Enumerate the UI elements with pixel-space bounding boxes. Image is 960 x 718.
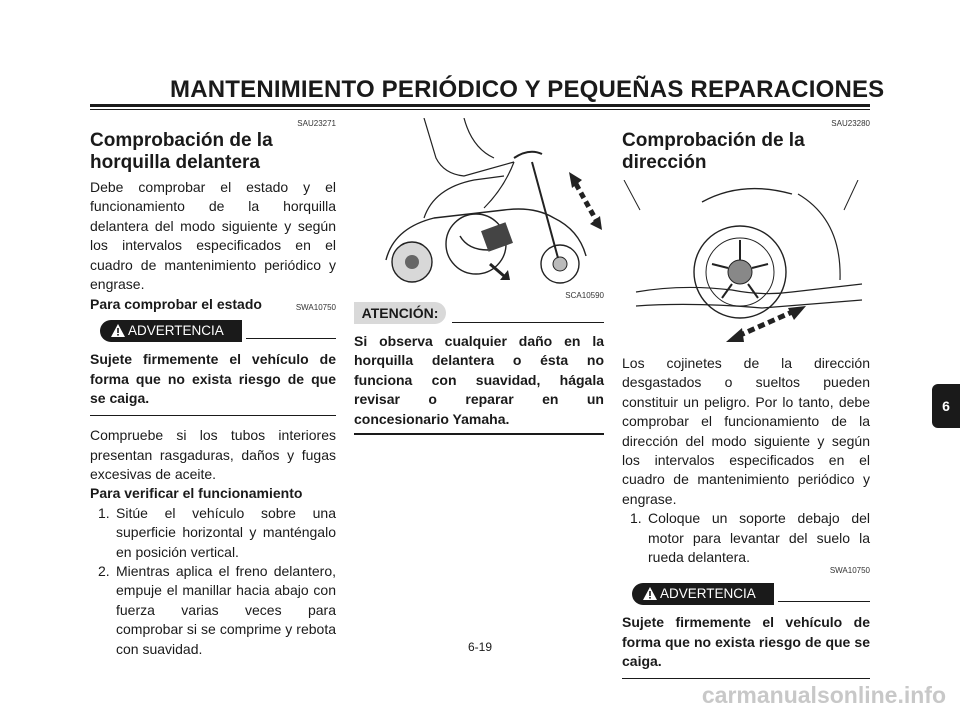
column-front-fork xyxy=(90,118,336,659)
warning-badge xyxy=(632,583,774,605)
attention-text: Si observa cualquier daño en la horquilla delantera o ésta no funciona con suavidad, hágala revisar o reparar en un concesionario Yamaha. xyxy=(354,333,604,427)
warning-text: Sujete firmemente el vehículo de forma que no exista riesgo de que se caiga. xyxy=(622,614,870,670)
intro-paragraph: Los cojinetes de la dirección desgastados o sueltos pueden constituir un peligro. Por lo tanto, debe comprobar el funcionamiento de la dirección del modo siguiente y según los intervalos especificados en el cuadro de mantenimiento periódico y engrase. xyxy=(622,355,870,507)
attention-code: SCA10590 xyxy=(565,291,604,300)
list-item: 2. Mientras aplica el freno delantero, empuje el manillar hacia abajo con fuerza varias veces para comprobar si se comprime y rebota con suavidad. xyxy=(98,563,336,657)
attention-rule xyxy=(452,322,604,323)
list-item: 1. Coloque un soporte debajo del motor para levantar del suelo la rueda delantera. xyxy=(630,510,870,566)
warning-triangle-icon xyxy=(110,323,126,338)
header-rule-thin xyxy=(90,109,870,110)
warning-text: Sujete firmemente el vehículo de forma que no exista riesgo de que se caiga. xyxy=(90,351,336,407)
chapter-tab: 6 xyxy=(932,384,960,428)
warning-rule xyxy=(778,601,870,602)
page-header-title: MANTENIMIENTO PERIÓDICO Y PEQUEÑAS REPARACIONES xyxy=(170,76,885,103)
page-number: 6-19 xyxy=(467,640,493,654)
attention-end-rule xyxy=(354,433,604,435)
header-rule xyxy=(90,104,870,107)
warning-code: SWA10750 xyxy=(829,566,870,576)
subheading-check-function: Para verificar el funcionamiento xyxy=(90,485,303,502)
warning-badge xyxy=(100,320,242,342)
warning-label: ADVERTENCIA xyxy=(660,586,756,602)
section-code: SAU23280 xyxy=(831,119,870,128)
section-heading: Comprobación de la horquilla delantera xyxy=(90,130,273,173)
steps-list xyxy=(90,504,336,659)
warning-code: SWA10750 xyxy=(295,303,336,313)
warning-header xyxy=(622,583,870,607)
attention-badge: ATENCIÓN: xyxy=(354,302,446,324)
subheading-check-state: Para comprobar el estado xyxy=(90,296,262,313)
steps-list xyxy=(622,509,870,567)
attention-header xyxy=(354,302,604,326)
warning-label: ADVERTENCIA xyxy=(128,323,224,339)
steering-check-illustration xyxy=(622,180,870,350)
warning-header xyxy=(90,320,336,344)
list-item: 1. Sitúe el vehículo sobre una superficie horizontal y manténgalo en posición vertical. xyxy=(98,504,336,560)
intro-paragraph: Debe comprobar el estado y el funcionamiento de la horquilla delantera del modo siguiente y según los intervalos especificados en el cuadro de mantenimiento periódico y engrase. xyxy=(90,179,336,293)
fork-check-illustration xyxy=(364,118,604,286)
warning-end-rule xyxy=(622,678,870,680)
watermark: carmanualsonline.info xyxy=(701,682,946,708)
column-steering xyxy=(622,118,870,679)
warning-end-rule xyxy=(90,415,336,417)
section-code: SAU23271 xyxy=(297,119,336,128)
warning-rule xyxy=(246,338,336,339)
warning-triangle-icon xyxy=(642,586,658,601)
body-paragraph: Compruebe si los tubos interiores presentan rasgaduras, daños y fugas excesivas de aceite. xyxy=(90,427,336,482)
section-heading: Comprobación de la dirección xyxy=(622,130,805,173)
